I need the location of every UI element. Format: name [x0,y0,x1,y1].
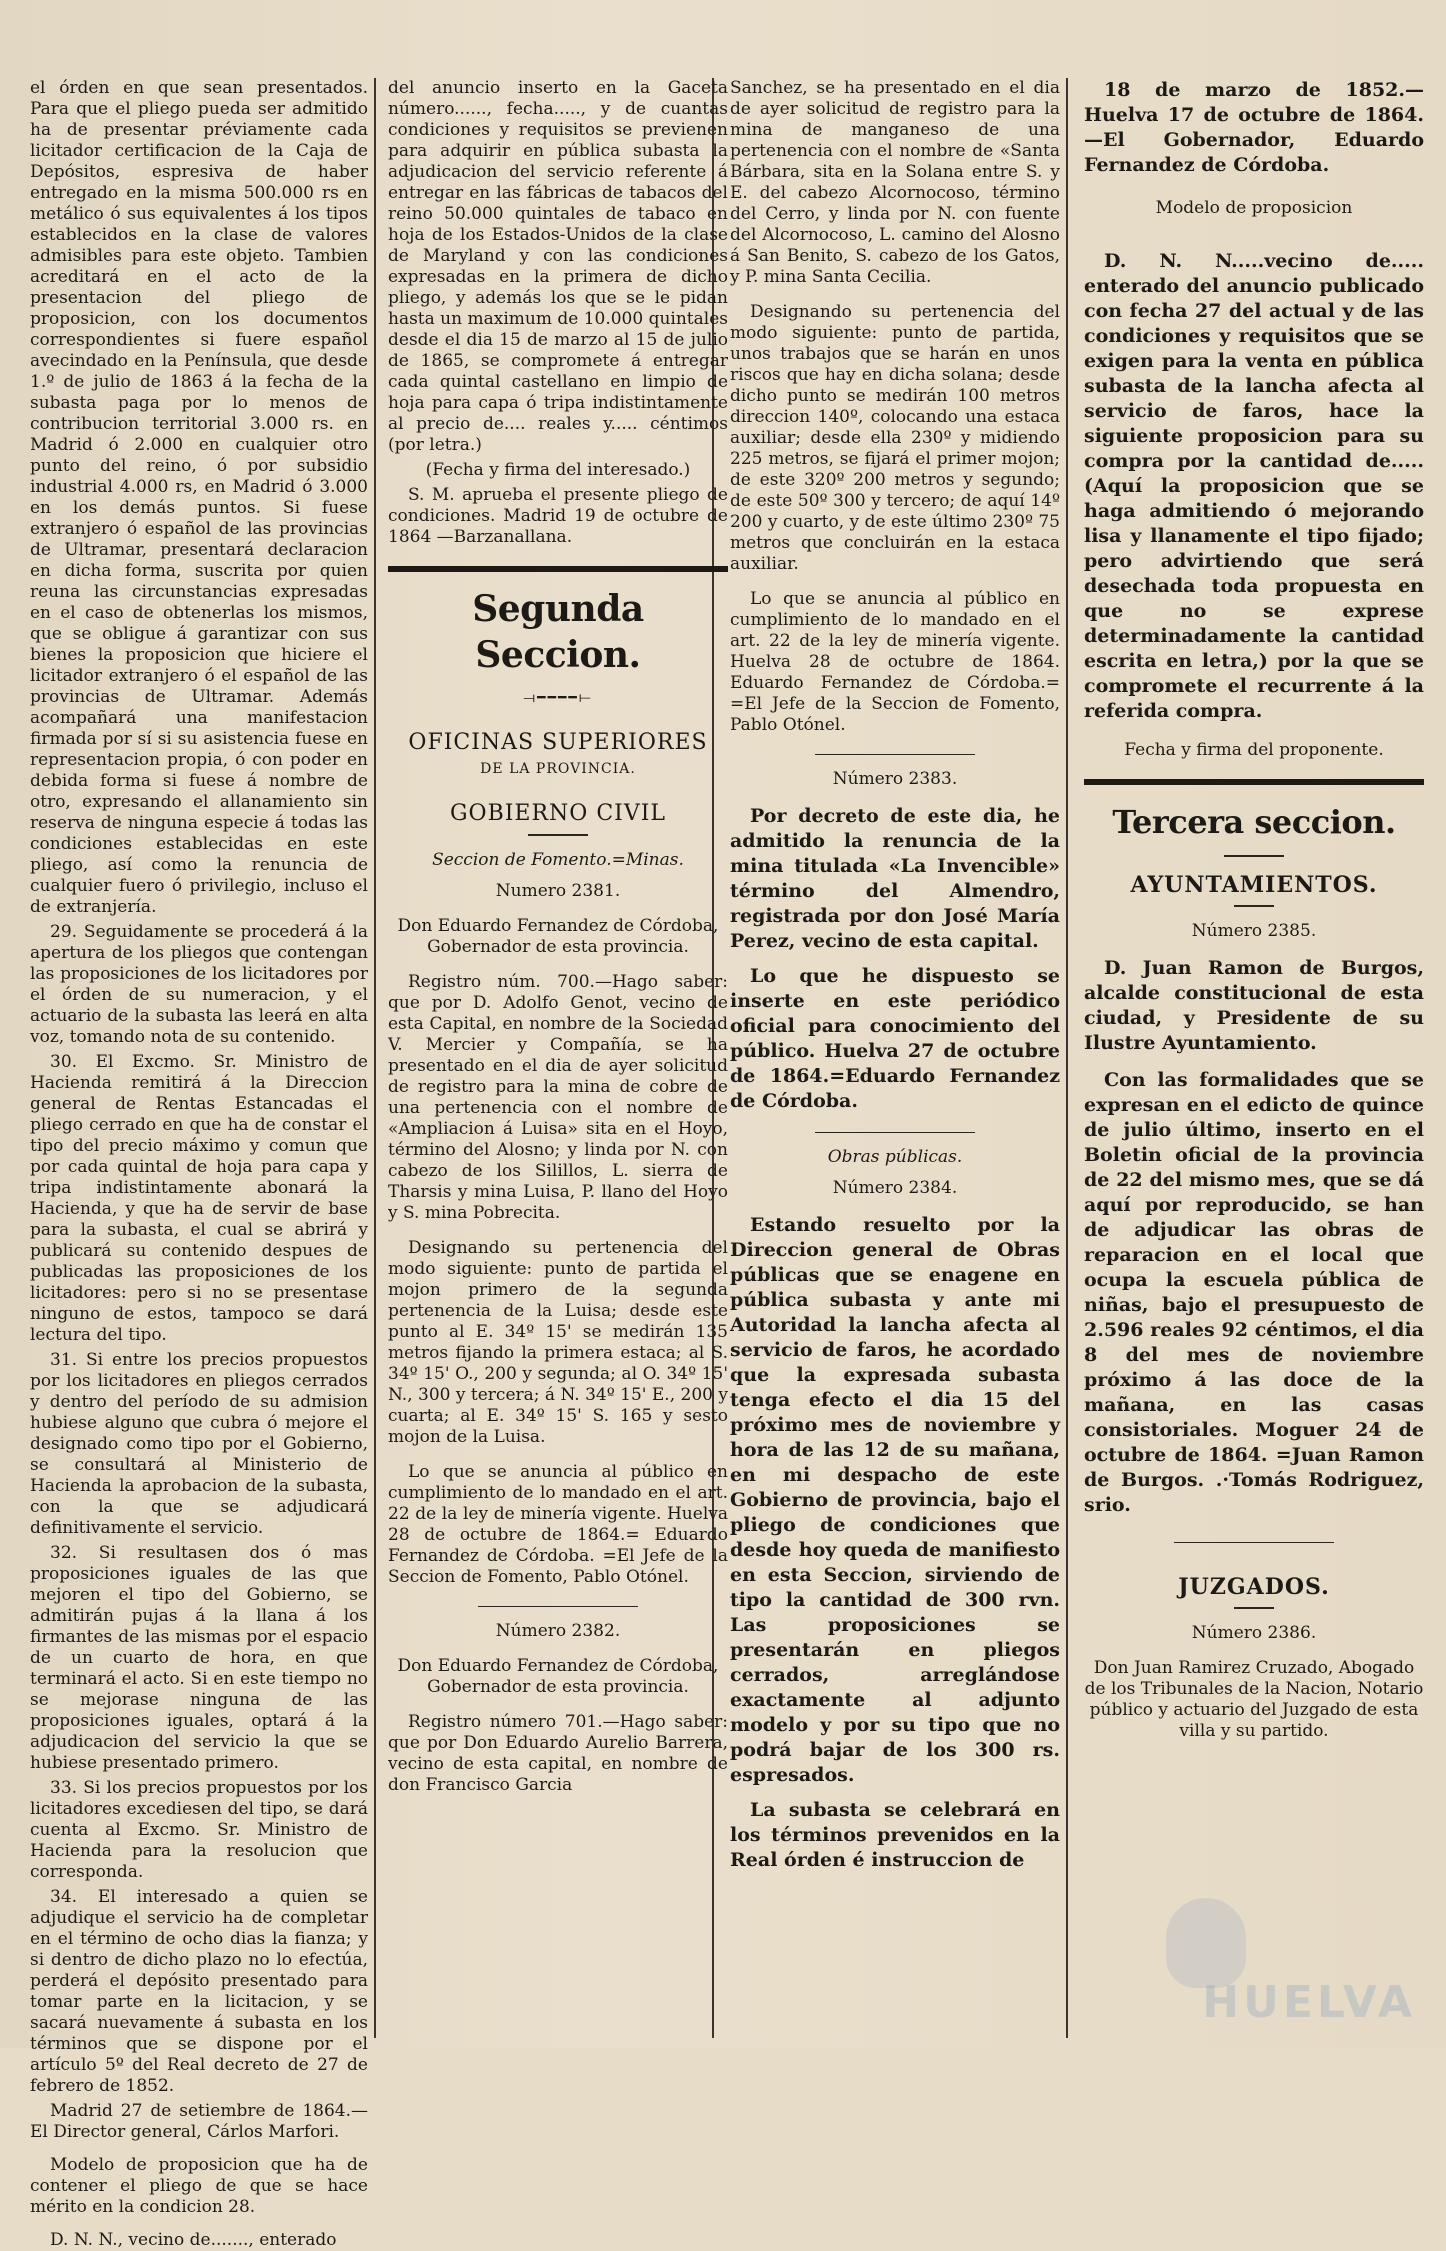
paragraph: Don Juan Ramirez Cruzado, Abogado de los Tribunales de la Nacion, Notario público y actuario del Juzgado de esta villa y su partido. [1084,1658,1424,1741]
paragraph: Sanchez, se ha presentado en el dia de ayer solicitud de registro para la mina de manganeso de una pertenencia con el nombre de «Santa Bárbara, sita en la Solana entre S. y E. del cabezo Alcornocoso, término del Cerro, y linda por N. con fuente del Alcornocoso, L. camino del Alosno á San Benito, S. cabezo de los Gatos, y P. mina Santa Cecilia. [730,78,1060,287]
column-3 [730,78,1060,2028]
paragraph: Registro núm. 700.—Hago saber: que por D. Adolfo Genot, vecino de esta Capital, en nombre de la Sociedad V. Mercier y Compañía, se ha presentado en el dia de ayer solicitud de registro para la mina de cobre de una pertenencia con el nombre de «Ampliacion á Luisa» sita en el Hoyo, término del Alosno; y linda por N. con cabezo de los Silillos, L. sierra de Tharsis y mina Luisa, P. llano del Hoyo y S. mina Pobrecita. [388,972,728,1223]
paragraph: (Fecha y firma del interesado.) [425,460,691,480]
divider [1234,905,1274,907]
subheading: DE LA PROVINCIA. [480,761,636,777]
notice-number: Numero 2381. [495,881,621,901]
paragraph: D. N. N., vecino de......., enterado [50,2230,337,2250]
paragraph: 18 de marzo de 1852.— Huelva 17 de octubre de 1864.—El Gobernador, Eduardo Fernandez de Córdoba. [1084,79,1424,176]
paragraph: Por decreto de este dia, he admitido la renuncia de la mina titulada «La Invencible» término del Almendro, registrada por don José María Perez, vecino de esta capital. [730,805,1060,952]
divider [815,1132,975,1133]
paragraph: Don Eduardo Fernandez de Córdoba, Gobernador de esta provincia. [397,1656,719,1697]
paragraph: 30. El Excmo. Sr. Ministro de Hacienda remitirá á la Direccion general de Rentas Estancadas el pliego cerrado en que ha de constar el tipo del precio máximo y comun que por cada quintal de hoja para capa y tripa indistintamente abonará la Hacienda, y que ha de servir de base para la subasta, el cual se abrirá y publicará su contenido despues de publicadas las proposiciones de los licitadores: pero si no se presentase ninguno de estos, tampoco se dará lectura del tipo. [30,1052,368,1345]
section-rule [388,566,728,572]
heading: AYUNTAMIENTOS. [1130,872,1378,898]
divider [528,834,588,836]
section-title: Segunda Seccion. [472,588,644,676]
paragraph: Lo que he dispuesto se inserte en este periódico oficial para conocimiento del público. Huelva 27 de octubre de 1864.=Eduardo Fernandez de Córdoba. [730,965,1060,1112]
heading: OFICINAS SUPERIORES [408,730,708,755]
paragraph: D. Juan Ramon de Burgos, alcalde constitucional de esta ciudad, y Presidente de su Ilustre Ayuntamiento. [1084,957,1424,1054]
paragraph: 29. Seguidamente se procederá á la apertura de los pliegos que contengan las proposiciones de los licitadores por el órden de su numeracion, y el actuario de la subasta las leerá en alta voz, tomando nota de su contenido. [30,922,368,1047]
notice-number: Número 2385. [1191,921,1317,941]
ornament: ⟞━━━━⟝ [523,690,593,706]
section-label: Obras públicas. [827,1147,963,1167]
paragraph: La subasta se celebrará en los términos prevenidos en la Real órden é instruccion de [730,1799,1060,1871]
notice-number: Número 2384. [832,1178,958,1198]
paragraph: Designando su pertenencia del modo siguiente: punto de partida el mojon primero de la segunda pertenencia de la Luisa; desde este punto al E. 34º 15' se medirán 135 metros fijando la primera estaca; al S. 34º 15' O., 200 y segunda; al O. 34º 15' N., 300 y tercera; á N. 34º 15' E., 200 y cuarta; al E. 34º 15' S. 165 y sesto mojon de la Luisa. [388,1238,728,1447]
model-heading: Modelo de proposicion [1155,198,1353,218]
divider [815,754,975,755]
paragraph: D. N. N.....vecino de..... enterado del anuncio publicado con fecha 27 del actual y de las condiciones y requisitos que se exigen para la venta en pública subasta de la lancha afecta al servicio de faros, hace la siguiente proposicion para su compra por la cantidad de.....(Aquí la proposicion que se haga admitiendo ó mejorando lisa y llanamente el tipo fijado; pero advirtiendo que será desechada toda propuesta en que no se exprese determinadamente la cantidad escrita en letra,) por la que se compromete el recurrente á la referida compra. [1084,250,1424,722]
paragraph: Don Eduardo Fernandez de Córdoba, Gobernador de esta provincia. [397,916,719,957]
paragraph: el órden en que sean presentados. Para que el pliego pueda ser admitido ha de presentar préviamente cada licitador certificacion de la Caja de Depósitos, espresiva de haber entregado en la misma 500.000 rs en metálico ó sus equivalentes á los tipos establecidos en la clase de valores admisibles para este objeto. Tambien acreditará en el acto de la presentacion del pliego de proposicion, con los documentos correspondientes si fuere español avecindado en la Península, que desde 1.º de julio de 1863 á la fecha de la subasta paga por lo menos de contribucion territorial 3.000 rs. en Madrid ó 2.000 en cualquier otro punto del reino, ó por subsidio industrial 4.000 rs, en Madrid ó 3.000 en los demás puntos. Si fuese extranjero ó español de las provincias de Ultramar, presentará declaracion en dicha forma, suscrita por quien reuna las circunstancias expresadas en el caso de obtenerlas los mismos, que se obligue á garantizar con sus bienes la proposicion que hiciere el licitador extranjero ó el español de las provincias de Ultramar. Además acompañará una manifestacion firmada por sí si su asistencia fuese en representacion propia, ó con poder en debida forma si fuese á nombre de otro, expresando el allanamiento sin reserva de ninguna especie á todas las condiciones establecidas en este pliego, así como la renuncia de cualquier fuero ó privilegio, incluso el de extranjería. [30,78,368,917]
watermark: HUELVA [1202,1977,1416,2028]
column-4 [1084,78,1424,2028]
section-title: Tercera seccion. [1112,803,1396,841]
divider [478,1606,638,1607]
notice-number: Número 2382. [495,1621,621,1641]
paragraph: S. M. aprueba el presente pliego de condiciones. Madrid 19 de octubre de 1864 —Barzanallana. [388,485,728,547]
paragraph: 32. Si resultasen dos ó mas proposiciones iguales de las que mejoren el tipo del Gobierno, se admitirán pujas á la llana á los firmantes de las mismas por el espacio de un cuarto de hora, en que terminará el acto. Si en este tiempo no se mejorase ninguna de las proposiciones iguales, optará á la adjudicacion del servicio la que se hubiese presentado primero. [30,1543,368,1773]
column-1 [30,78,368,2250]
paragraph: Modelo de proposicion que ha de contener el pliego de que se hace mérito en la condicion 28. [30,2155,368,2217]
paragraph: del anuncio inserto en la Gaceta número......, fecha....., y de cuantas condiciones y requisitos se previenen para adquirir en pública subasta la adjudicacion del servicio referente á entregar en las fábricas de tabacos del reino 50.000 quintales de tabaco en hoja de los Estados-Unidos de la clase de Maryland y con las condiciones expresadas en la primera de dicho pliego, y además los que se le pidan hasta un maximum de 10.000 quintales desde el dia 15 de marzo al 15 de julio de 1865, se compromete á entregar cada quintal castellano en limpio de hoja para capa ó tripa indistintamente al precio de.... reales y..... céntimos (por letra.) [388,78,728,455]
column-rule [1066,78,1068,2038]
column-rule [374,78,376,2038]
paragraph: Lo que se anuncia al público en cumplimiento de lo mandado en el art. 22 de la ley de minería vigente. Huelva 28 de octubre de 1864. Eduardo Fernandez de Córdoba.= =El Jefe de la Seccion de Fomento, Pablo Otónel. [730,589,1060,735]
divider [1234,1607,1274,1609]
paragraph: Lo que se anuncia al público en cumplimiento de lo mandado en el art. 22 de la ley de minería vigente. Huelva 28 de octubre de 1864.= Eduardo Fernandez de Córdoba. =El Jefe de la Seccion de Fomento, Pablo Otónel. [388,1462,728,1587]
paragraph: Fecha y firma del proponente. [1124,740,1384,760]
paragraph: Designando su pertenencia del modo siguiente: punto de partida, unos trabajos que se harán en unos riscos que hay en dicha solana; desde dicho punto se medirán 100 metros direccion 140º, colocando una estaca auxiliar; desde ella 230º y midiendo 225 metros, se fijará el primer mojon; de este 320º 200 metros y segundo; de este 50º 300 y tercero; de aquí 14º 200 y cuarto, y de este último 230º 75 metros que concluirán en la estaca auxiliar. [730,302,1060,574]
library-seal-icon [1166,1898,1246,1988]
notice-number: Número 2383. [832,769,958,789]
column-2 [388,78,728,2028]
heading: GOBIERNO CIVIL [449,801,667,826]
paragraph: Registro número 701.—Hago saber: que por Don Eduardo Aurelio Barrera, vecino de esta capital, en nombre de don Francisco Garcia [388,1712,728,1795]
section-rule [1084,779,1424,785]
heading: JUZGADOS. [1178,1574,1330,1600]
paragraph: 33. Si los precios propuestos por los licitadores excediesen del tipo, se dará cuenta al Excmo. Sr. Ministro de Hacienda para la resolucion que corresponda. [30,1778,368,1882]
notice-number: Número 2386. [1191,1623,1317,1643]
section-label: Seccion de Fomento.=Minas. [432,850,684,870]
divider [1224,855,1284,857]
paragraph: 31. Si entre los precios propuestos por los licitadores en pliegos cerrados y dentro del período de su admision hubiese alguno que cubra ó mejore el designado como tipo por el Gobierno, se consultará al Ministerio de Hacienda la aprobacion de la subasta, con la que se adjudicará definitivamente el servicio. [30,1350,368,1538]
signature-line: Madrid 27 de setiembre de 1864.— El Director general, Cárlos Marfori. [30,2101,368,2142]
paragraph: Con las formalidades que se expresan en el edicto de quince de julio último, inserto en el Boletin oficial de la provincia de 22 del mismo mes, que se dá aquí por reproducido, se han de adjudicar las obras de reparacion en el local que ocupa la escuela pública de niñas, bajo el presupuesto de 2.596 reales 92 céntimos, el dia 8 del mes de noviembre próximo á las doce de la mañana, en las casas consistoriales. Moguer 24 de octubre de 1864. =Juan Ramon de Burgos. .·Tomás Rodriguez, srio. [1084,1069,1424,1516]
paragraph: Estando resuelto por la Direccion general de Obras públicas que se enagene en pública subasta y ante mi Autoridad la lancha afecta al servicio de faros, he acordado que la expresada subasta tenga efecto el dia 15 del próximo mes de noviembre y hora de las 12 de su mañana, en mi despacho de este Gobierno de provincia, bajo el pliego de condiciones que desde hoy queda de manifiesto en esta Seccion, sirviendo de tipo la cantidad de 300 rvn. Las proposiciones se presentarán en pliegos cerrados, arreglándose exactamente al adjunto modelo y por su tipo que no podrá bajar de los 300 rs. espresados. [730,1214,1060,1786]
paragraph: 34. El interesado a quien se adjudique el servicio ha de completar en el término de ocho dias la fianza; y si dentro de dicho plazo no lo efectúa, perderá el depósito presentado para tomar parte en la licitacion, y se sacará nuevamente á subasta en los términos que se dispone por el artículo 5º del Real decreto de 27 de febrero de 1852. [30,1887,368,2096]
divider [1174,1542,1334,1543]
